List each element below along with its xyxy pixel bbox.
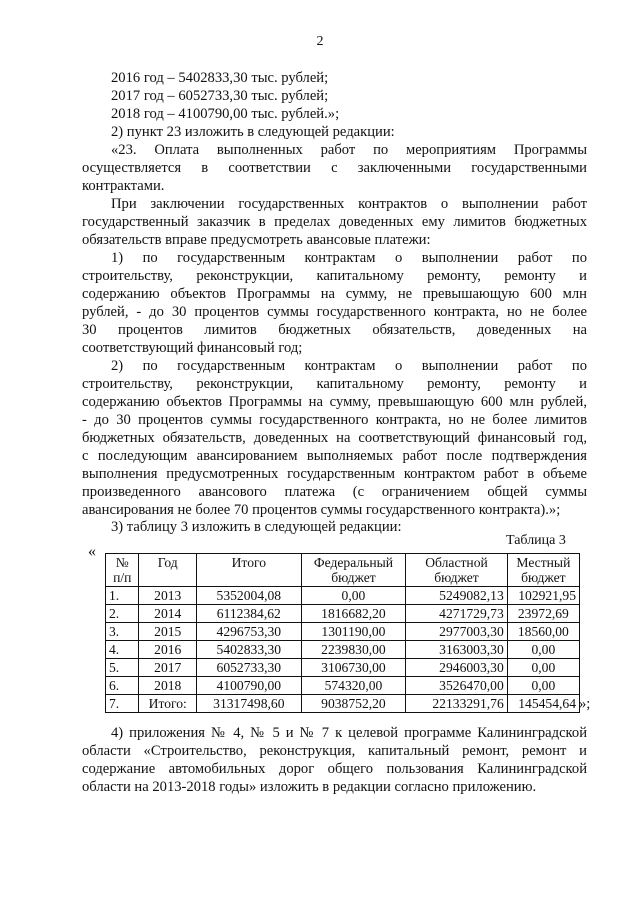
subitem-2-line: авансирования не более 70 процентов суммы государственного контракта).»; xyxy=(82,502,561,518)
table-row xyxy=(106,587,580,605)
cell-total: 6052733,30 xyxy=(197,659,302,677)
cell-num: 5. xyxy=(106,659,139,677)
paragraph-23-line: осуществляется в соответствии с заключенными государственными xyxy=(82,160,587,176)
cell-num: 4. xyxy=(106,641,139,659)
subitem-2-line: содержанию объектов Программы на сумму, превышающую 600 млн рублей, xyxy=(82,394,587,410)
cell-regional: 5249082,13 xyxy=(406,587,507,605)
paragraph-23-line: «23. Оплата выполненных работ по мероприятиям Программы xyxy=(111,142,587,158)
table-row xyxy=(106,677,580,695)
cell-federal: 2239830,00 xyxy=(301,641,406,659)
cell-federal: 574320,00 xyxy=(301,677,406,695)
cell-regional: 3526470,00 xyxy=(406,677,507,695)
table-row xyxy=(106,623,580,641)
cell-federal: 1301190,00 xyxy=(301,623,406,641)
subitem-1-line: рублей, - до 30 процентов суммы государственного контракта, но не более xyxy=(82,304,587,320)
cell-regional: 2946003,30 xyxy=(406,659,507,677)
cell-local: 102921,95 xyxy=(507,587,579,605)
cell-local: 23972,69 xyxy=(507,605,579,623)
cell-regional: 4271729,73 xyxy=(406,605,507,623)
contracts-paragraph-line: государственный заказчик в пределах доведенных ему лимитов бюджетных xyxy=(82,214,587,230)
table-open-quote: « xyxy=(88,543,96,560)
subitem-1-line: 30 процентов лимитов бюджетных обязательств, доведенных на xyxy=(82,322,587,338)
cell-local: 18560,00 xyxy=(507,623,579,641)
cell-regional: 22133291,76 xyxy=(406,695,507,713)
cell-year: 2017 xyxy=(139,659,197,677)
budget-table xyxy=(105,553,580,713)
table-header-row xyxy=(106,554,580,587)
cell-year: 2018 xyxy=(139,677,197,695)
cell-total: 5352004,08 xyxy=(197,587,302,605)
cell-year: 2016 xyxy=(139,641,197,659)
cell-num: 1. xyxy=(106,587,139,605)
cell-local: 0,00 xyxy=(507,659,579,677)
subitem-1-line: строительству, реконструкции, капитальному ремонту, ремонту и xyxy=(82,268,587,284)
subitem-2-line: бюджетных обязательств, доведенных на соответствующий финансовый год, xyxy=(82,430,587,446)
table-close-quote: »; xyxy=(579,696,591,712)
subitem-1-line: соответствующий финансовый год; xyxy=(82,340,303,356)
header-year: Год xyxy=(139,554,197,587)
table-row xyxy=(106,641,580,659)
subitem-2-line: с последующим авансированием выполняемых работ после подтверждения xyxy=(82,448,587,464)
table-caption: Таблица 3 xyxy=(506,533,566,548)
paragraph-23-line: контрактами. xyxy=(82,178,165,194)
cell-num: 3. xyxy=(106,623,139,641)
cell-federal: 3106730,00 xyxy=(301,659,406,677)
table-row xyxy=(106,605,580,623)
header-federal: Федеральный бюджет xyxy=(301,554,406,587)
cell-regional: 3163003,30 xyxy=(406,641,507,659)
subitem-2-line: произведенного авансового платежа (с ограничением общей суммы xyxy=(82,484,587,500)
cell-year: 2014 xyxy=(139,605,197,623)
cell-local: 145454,64 xyxy=(507,695,579,713)
table-row xyxy=(106,659,580,677)
cell-local: 0,00 xyxy=(507,677,579,695)
cell-num: 2. xyxy=(106,605,139,623)
header-local: Местный бюджет xyxy=(507,554,579,587)
year-line-2016: 2016 год – 5402833,30 тыс. рублей; xyxy=(111,70,329,86)
cell-federal: 9038752,20 xyxy=(301,695,406,713)
subitem-1-line: содержанию объектов Программы на сумму, не превышающую 600 млн xyxy=(82,286,587,302)
cell-federal: 1816682,20 xyxy=(301,605,406,623)
cell-total: 4100790,00 xyxy=(197,677,302,695)
cell-total: 31317498,60 xyxy=(197,695,302,713)
cell-year: 2013 xyxy=(139,587,197,605)
cell-total: 6112384,62 xyxy=(197,605,302,623)
page-number: 2 xyxy=(316,34,324,49)
cell-year: Итого: xyxy=(139,695,197,713)
contracts-paragraph-line: обязательств вправе предусмотреть авансовые платежи: xyxy=(82,232,431,248)
cell-year: 2015 xyxy=(139,623,197,641)
year-line-2018: 2018 год – 4100790,00 тыс. рублей.»; xyxy=(111,106,340,122)
subitem-2-line: - до 30 процентов суммы государственного контракта, но не более лимитов xyxy=(82,412,587,428)
header-num-top: № xyxy=(115,555,129,570)
item-4-line: содержание автомобильных дорог общего пользования Калининградской xyxy=(82,761,587,777)
item-4-line: 4) приложения № 4, № 5 и № 7 к целевой программе Калининградской xyxy=(111,725,587,741)
contracts-paragraph-line: При заключении государственных контрактов о выполнении работ xyxy=(111,196,587,212)
subitem-2-line: 2) по государственным контрактам о выполнении работ по xyxy=(111,358,587,374)
cell-num: 6. xyxy=(106,677,139,695)
subitem-1-line: 1) по государственным контрактам о выполнении работ по xyxy=(111,250,587,266)
table-row-total xyxy=(106,695,580,713)
header-total: Итого xyxy=(197,554,302,587)
cell-federal: 0,00 xyxy=(301,587,406,605)
cell-total: 4296753,30 xyxy=(197,623,302,641)
subitem-2-line: строительству, реконструкции, капитальному ремонту, ремонту и xyxy=(82,376,587,392)
cell-num: 7. xyxy=(106,695,139,713)
cell-regional: 2977003,30 xyxy=(406,623,507,641)
header-num xyxy=(106,554,139,587)
item-4-line: области на 2013-2018 годы» изложить в редакции согласно приложению. xyxy=(82,779,537,795)
year-line-2017: 2017 год – 6052733,30 тыс. рублей; xyxy=(111,88,329,104)
item-3-heading: 3) таблицу 3 изложить в следующей редакции: xyxy=(111,519,402,535)
cell-local: 0,00 xyxy=(507,641,579,659)
item-4-line: области «Строительство, реконструкция, капитальный ремонт, ремонт и xyxy=(82,743,587,759)
header-num-bottom: п/п xyxy=(113,570,132,585)
subitem-2-line: выполнения предусмотренных государственным контрактом работ в объеме xyxy=(82,466,587,482)
header-regional: Областной бюджет xyxy=(406,554,507,587)
cell-total: 5402833,30 xyxy=(197,641,302,659)
item-2-heading: 2) пункт 23 изложить в следующей редакции: xyxy=(111,124,395,140)
